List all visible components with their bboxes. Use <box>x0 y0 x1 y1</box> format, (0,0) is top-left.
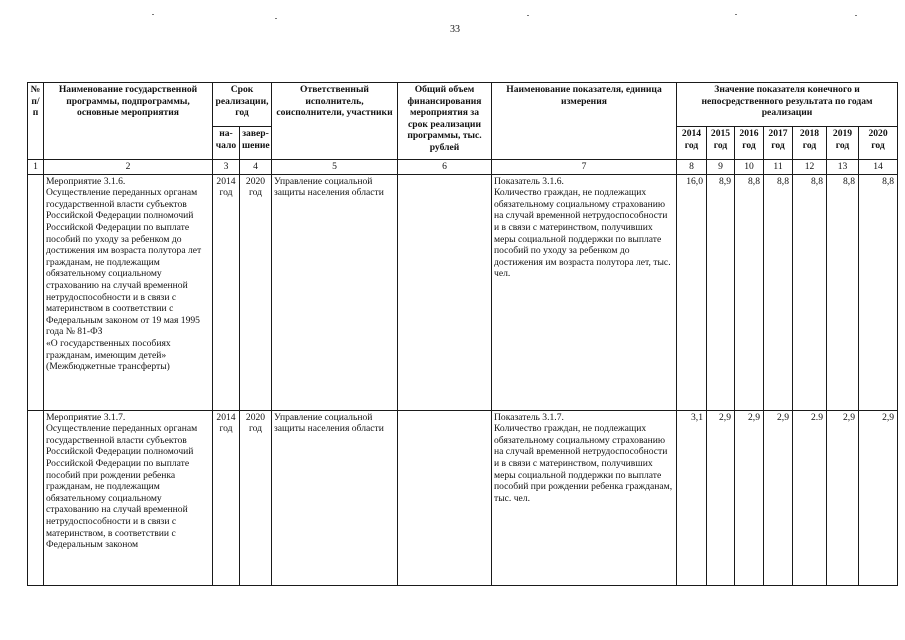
value-2018: 8,8 <box>793 174 827 410</box>
header-values-group: Значение показателя конечного и непосредственного результата по годам реализации <box>677 83 898 127</box>
financing-value <box>398 410 492 585</box>
value-2015: 2,9 <box>707 410 735 585</box>
measure-text: Мероприятие 3.1.7. Осуществление переданных органам государственной власти субъектов Российской Федерации полномочий Российской Федерации по выплате пособий при рождении ребенка гражданам, не подлежащим обязательному социальному страхованию на случай временной нетрудоспособности и в связи с материнством, в соответствии с Федеральным законом <box>44 410 213 585</box>
header-indicator: Наименование показателя, единица измерения <box>492 83 677 160</box>
header-year-2016: 2016 год <box>735 127 764 160</box>
page-number: 33 <box>450 24 460 35</box>
scan-speck <box>855 15 857 16</box>
column-number: 13 <box>827 160 859 175</box>
header-year-2017: 2017 год <box>764 127 793 160</box>
row-num <box>28 410 44 585</box>
column-number: 12 <box>793 160 827 175</box>
indicator-text: Показатель 3.1.6. Количество граждан, не подлежащих обязательному социальному страхованию на случай временной нетрудоспособности и в связи с материнством, получивших меры социальной поддержки по выплате пособий по уходу за ребенком до достижения им возраста полутора лет, тыс. чел. <box>492 174 677 410</box>
financing-value <box>398 174 492 410</box>
header-period-end: завер-шение <box>240 127 272 160</box>
column-number: 11 <box>764 160 793 175</box>
row-num <box>28 174 44 410</box>
column-number: 5 <box>272 160 398 175</box>
value-2015: 8,9 <box>707 174 735 410</box>
column-number: 10 <box>735 160 764 175</box>
indicator-text: Показатель 3.1.7. Количество граждан, не подлежащих обязательному социальному страхованию на случай временной нетрудоспособности и в связи с материнством, получивших меры социальной поддержки по выплате пособий при рождении ребенка гражданам, тыс. чел. <box>492 410 677 585</box>
value-2016: 2,9 <box>735 410 764 585</box>
header-year-2014: 2014 год <box>677 127 707 160</box>
header-year-2020: 2020 год <box>859 127 898 160</box>
value-2014: 16,0 <box>677 174 707 410</box>
end-year: 2020 год <box>240 410 272 585</box>
column-number: 7 <box>492 160 677 175</box>
header-period-start: на-чало <box>213 127 240 160</box>
header-year-2015: 2015 год <box>707 127 735 160</box>
column-number: 9 <box>707 160 735 175</box>
start-year: 2014 год <box>213 410 240 585</box>
header-period: Срок реализации, год <box>213 83 272 127</box>
header-year-2019: 2019 год <box>827 127 859 160</box>
start-year: 2014 год <box>213 174 240 410</box>
value-2020: 8,8 <box>859 174 898 410</box>
responsible-text: Управление социальной защиты населения области <box>272 174 398 410</box>
column-number: 14 <box>859 160 898 175</box>
value-2019: 2,9 <box>827 410 859 585</box>
header-num: № п/п <box>28 83 44 160</box>
table-row <box>28 174 898 410</box>
value-2019: 8,8 <box>827 174 859 410</box>
table-row <box>28 410 898 585</box>
program-table <box>27 82 898 586</box>
responsible-text: Управление социальной защиты населения области <box>272 410 398 585</box>
column-number: 8 <box>677 160 707 175</box>
end-year: 2020 год <box>240 174 272 410</box>
column-number: 2 <box>44 160 213 175</box>
header-year-2018: 2018 год <box>793 127 827 160</box>
value-2014: 3,1 <box>677 410 707 585</box>
header-responsible: Ответственный исполнитель, соисполнители, участники <box>272 83 398 160</box>
header-program-name: Наименование государственной программы, подпрограммы, основные мероприятия <box>44 83 213 160</box>
column-number-row <box>28 160 898 175</box>
column-number: 1 <box>28 160 44 175</box>
value-2017: 8,8 <box>764 174 793 410</box>
column-number: 3 <box>213 160 240 175</box>
scan-speck <box>735 14 737 15</box>
scan-speck <box>275 18 277 19</box>
value-2017: 2,9 <box>764 410 793 585</box>
value-2016: 8,8 <box>735 174 764 410</box>
column-number: 6 <box>398 160 492 175</box>
value-2020: 2,9 <box>859 410 898 585</box>
scan-speck <box>152 14 154 15</box>
column-number: 4 <box>240 160 272 175</box>
header-financing: Общий объем финансирования мероприятия за срок реализации программы, тыс. рублей <box>398 83 492 160</box>
value-2018: 2.9 <box>793 410 827 585</box>
scan-speck <box>527 15 529 16</box>
measure-text: Мероприятие 3.1.6. Осуществление переданных органам государственной власти субъектов Российской Федерации полномочий Российской Федерации по выплате пособий по уходу за ребенком до достижения им возраста полутора лет гражданам, не подлежащим обязательному социальному страхованию на случай временной нетрудоспособности и в связи с материнством в соответствии с Федеральным законом от 19 мая 1995 года № 81-ФЗ «О государственных пособиях гражданам, имеющим детей» (Межбюджетные трансферты) <box>44 174 213 410</box>
